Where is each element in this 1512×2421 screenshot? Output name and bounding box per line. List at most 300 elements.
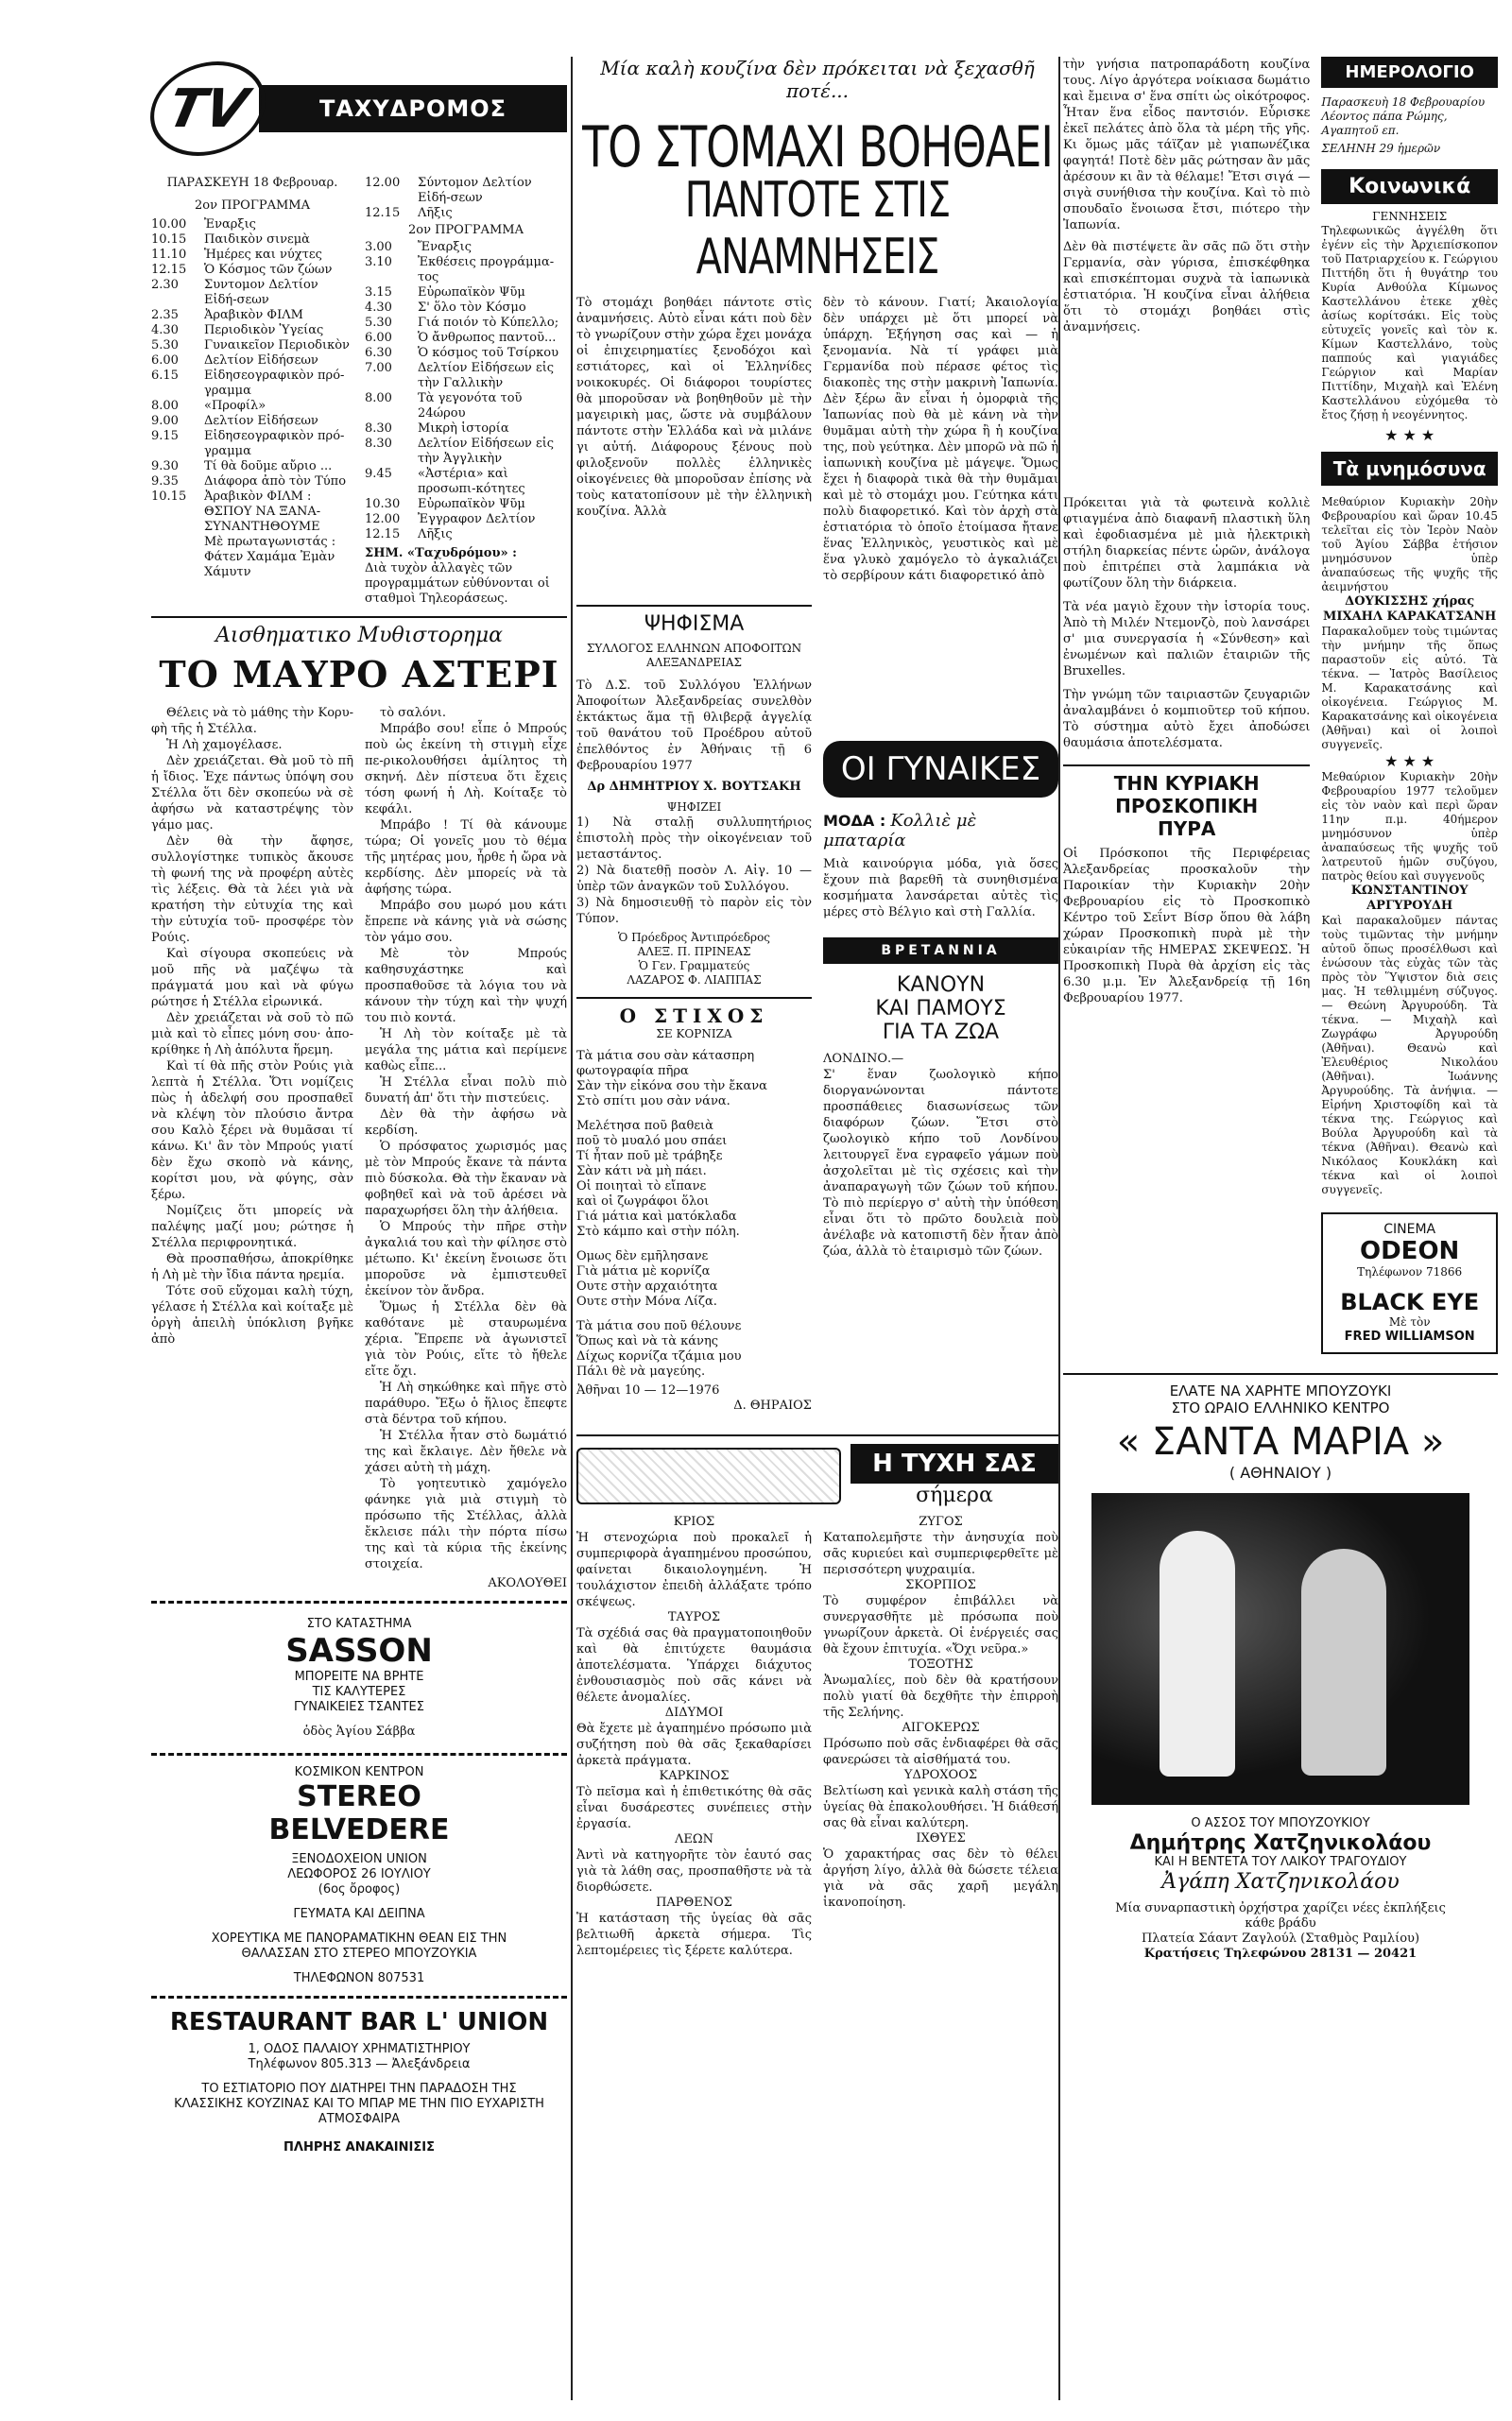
poem-line: ποῦ τὸ μυαλό μου σπάει xyxy=(576,1134,728,1148)
belvedere-line: ΞΕΝΟΔΟΧΕΙΟΝ UNION xyxy=(291,1852,427,1866)
tv-program-row xyxy=(151,369,353,399)
tv-program-row xyxy=(151,535,353,580)
horoscope-ornament-icon xyxy=(576,1448,841,1504)
story-paragraph: Νομίζεις ὅτι μπορείς νὰ παλέψης μαζί μου; ρώτησε ἡ Στέλλα περιφρονητικά. xyxy=(151,1204,353,1250)
zodiac-sign-name: ΖΥΓΟΣ xyxy=(919,1515,963,1529)
kitchen-title: ΤΟ ΣΤΟΜΑΧΙ ΒΟΗΘΑΕΙ xyxy=(582,112,1053,180)
moda-continued xyxy=(1063,495,1310,1354)
memorial-name: ΔΟΥΚΙΣΣΗΣ χήρας ΜΙΧΑΗΛ ΚΑΡΑΚΑΤΣΑΝΗ xyxy=(1323,594,1497,624)
sasson-line: ΤΙΣ ΚΑΛΥΤΕΡΕΣ xyxy=(312,1685,406,1699)
zodiac-sign-name: ΙΧΘΥΕΣ xyxy=(916,1831,966,1846)
imerologio-banner: ΗΜΕΡΟΛΟΓΙΟ xyxy=(1321,57,1498,88)
tv-program-time: 3.10 xyxy=(365,255,392,269)
imerologio-saint: Λέοντος πάπα Ρώμης, Αγαπητοῦ επ. xyxy=(1321,110,1448,137)
tv-program-time: 12.15 xyxy=(365,206,401,220)
tv-program-time: 6.30 xyxy=(365,346,392,360)
tv-program-time: 9.30 xyxy=(151,459,179,473)
tv-program-row xyxy=(365,240,567,255)
tv-program-row xyxy=(151,338,353,353)
column-rule xyxy=(571,57,573,2400)
psifisma-title: ΨΗΦΙΣΜΑ xyxy=(644,612,745,636)
story xyxy=(151,624,567,1591)
tv-program-row xyxy=(151,323,353,338)
story-paragraph: Ἡ Λὴ χαμογέλασε. xyxy=(166,738,283,752)
zodiac-sign-text: Καταπολεμῆστε τὴν ἀνησυχία ποὺ σᾶς κυριεύει καὶ συμπεριφερθεῖτε μὲ περισσότερη ψυχραιμία. xyxy=(823,1531,1058,1577)
tv-schedule xyxy=(151,176,567,607)
tv-program-time: 9.35 xyxy=(151,474,179,489)
tv-program-row xyxy=(365,467,567,497)
performer-figure-icon xyxy=(1160,1531,1235,1777)
moda-para: Μιὰ καινούργια μόδα, γιὰ ὅσες ἔχουν πιὰ βαρεθῆ τὰ συνηθισμένα κοσμήματα λανσάρεται αὐτὲς τὶς μέρες στὸ Βέλγιο καὶ στὴ Γαλλία. xyxy=(823,857,1058,919)
tv-program-row xyxy=(151,474,353,489)
story-paragraph: Ἡ Λὴ τὸν κοίταξε μὲ τὰ μεγάλα της μάτια καὶ περίμενε καθὼς εἶπε... xyxy=(365,1027,567,1073)
zodiac-sign-text: Ἀνωμαλίες, ποὺ δὲν θὰ κρατήσουν πολὺ γιατί θὰ δεχθῆτε τὴν ἐπιρροὴ τῆς Σελήνης. xyxy=(823,1674,1058,1720)
tv-program-time: 9.45 xyxy=(365,467,392,481)
poem-line: Οἱ ποιηταὶ τὸ εἴπανε xyxy=(576,1179,707,1193)
tv-program-title: 2ον ΠΡΟΓΡΑΜΜΑ xyxy=(194,198,311,213)
psifisma-poem xyxy=(576,599,812,1414)
santa-name: « ΣΑΝΤΑ ΜΑΡΙΑ » xyxy=(1116,1420,1445,1464)
zodiac-sign-name: ΤΟΞΟΤΗΣ xyxy=(908,1657,973,1672)
santa-line: ΕΛΑΤΕ ΝΑ ΧΑΡΗΤΕ ΜΠΟΥΖΟΥΚΙ xyxy=(1169,1382,1392,1399)
tv-program-show: Ἐναρξις xyxy=(204,217,256,232)
story-paragraph: Μπράβο σου! εἶπε ὁ Μπρούς ποὺ ὡς ἐκείνη τὴ στιγμὴ εἶχε πε-ρικολουθήσει ἀμίλητος τὴ σκηνή. Δὲν πίστευα ὅτι ἔχεις τόση φωνή ἡ Λὴ. Κοίταξε τὸ κεφάλι. xyxy=(365,722,567,816)
psifisma-sign: Ὁ Γεν. Γραμματεύς xyxy=(638,959,750,972)
kitchen-para: τὴν γνήσια πατροπαράδοτη κουζίνα τους. Λίγο ἀργότερα νοίκιασα δωμάτιο καὶ ἔμεινα σ' ἕνα σπίτι ὡς οἰκότροφος. Ἦταν ἕνα εἶδος παντσιόν. Εὗρισκε ἐκεῖ πελάτες ἀπὸ ὅλα τὰ μέρη τῆς γῆς. Κι ὅμως μᾶς τάϊζαν μὲ γιαπωνέζικα φαγητά! Ποτὲ δὲν μᾶς ρώτησαν ἂν μᾶς ἀρέσουν κι ἂν τὰ θέλαμε! Ἔτσι σιγά — σιγὰ συνήθισα τὴν κουζίνα. Καὶ τὸ πιὸ σπουδαῖο ἔνοιωσα ἔτσι, πιότερο τὴν Ἰαπωνία. xyxy=(1063,58,1311,232)
tv-program-time: 8.00 xyxy=(151,399,179,413)
psifisma-name: Δρ ΔΗΜΗΤΡΙΟΥ Χ. ΒΟΥΤΣΑΚΗ xyxy=(587,780,801,794)
tv-logo-mark: TV xyxy=(163,77,253,140)
tv-program-time: 4.30 xyxy=(365,300,392,315)
tv-program-show: Λῆξις xyxy=(418,527,453,541)
tv-program-row xyxy=(151,459,353,474)
memorial-para: Μεθαύριον Κυριακὴν 20ὴν Φεβρουαρίου 1977 τελοῦμεν εἰς τὸν ναὸν καὶ περὶ ὥραν 11ην π.μ. 40ήμερον μνημόσυνον ὑπὲρ ἀναπαύσεως τῆς ψυχῆς τοῦ λατρευτοῦ ἡμῶν συζύγου, πατρὸς θείου καὶ συγγενοῦς xyxy=(1321,770,1498,883)
santa-line: ΣΤΟ ΩΡΑΙΟ ΕΛΛΗΝΙΚΟ ΚΕΝΤΡΟ xyxy=(1171,1399,1390,1417)
story-kicker: Αισθηματικο Μυθιστορημα xyxy=(215,624,504,647)
story-paragraph: Δὲν χρειάζεται. Θὰ μοῦ τὸ πῆ ἡ ἴδιος. Ἐχε πάντως ὑπόψη σου Στέλλα ὅτι δὲν σκοπεύω νὰ σὲ ἀφήσω νὰ καταστρέψης τὸν γάμο μας. xyxy=(151,754,353,833)
tv-program-show: Γυναικεῖον Περιοδικὸν xyxy=(204,338,350,352)
story-paragraph: Θὰ προσπαθήσω, ἀποκρίθηκε ἡ Λὴ μὲ τὴν ἴδια πάντα ηρεμία. xyxy=(151,1252,353,1282)
story-paragraph: Μὲ τὸν Μπρούς καθησυχάστηκε καὶ προσπαθοῦσε τὰ λόγια του νὰ κάνουν τὴν τύχη καὶ τὴν ψυχή του πιὸ κοντά. xyxy=(365,947,567,1025)
belvedere-ad xyxy=(151,1765,567,1986)
story-paragraph: τὸ σαλόνι. xyxy=(380,706,447,720)
zodiac-sign-name: ΤΑΥΡΟΣ xyxy=(667,1610,721,1624)
santa-photo xyxy=(1091,1493,1469,1805)
tv-program-row xyxy=(151,429,353,459)
zodiac-sign-name: ΣΚΟΡΠΙΟΣ xyxy=(905,1578,976,1592)
column-rule xyxy=(1058,57,1060,2400)
belvedere-line: ΓΕΥΜΑΤΑ ΚΑΙ ΔΕΙΠΝΑ xyxy=(293,1907,425,1921)
tv-program-row xyxy=(365,285,567,300)
story-title: ΤΟ ΜΑΥΡΟ ΑΣΤΕΡΙ xyxy=(159,653,559,695)
scouts-title: ΠΡΟΣΚΟΠΙΚΗ xyxy=(1115,795,1259,817)
belvedere-phone: ΤΗΛΕΦΩΝΟΝ 807531 xyxy=(293,1971,425,1985)
tv-program-row xyxy=(365,176,567,206)
tv-program-show: Μικρὴ ἱστορία xyxy=(418,421,509,436)
imerologio-moon: ΣΕΛΗΝΗ 29 ἡμερῶν xyxy=(1321,142,1441,155)
women-banner: ΟΙ ΓΥΝΑΙΚΕΣ xyxy=(823,741,1058,798)
union-ad xyxy=(151,2008,567,2155)
psifisma-sign: ΛΑΖΑΡΟΣ Φ. ΛΙΑΠΠΑΣ xyxy=(627,973,762,987)
santa-phone: Κρατήσεις Τηλεφώνου 28131 — 20421 xyxy=(1143,1947,1418,1961)
story-paragraph: Δὲν θὰ τὴν ἄφησε, συλλογίστηκε τυπικὸς ἄκουσε τὴ φωνή της νὰ προφέρη αὐτὲς τὶς λέξεις. Θὰ τὰ λέει γιὰ νὰ κρατήση τὴν εὐτυχία της καὶ τὴν εὐτυχία τοῦ- προσφέρε τὸν Ρούις. xyxy=(151,834,353,945)
tv-program-show: Δελτίον Εἰδήσεων εἰς τὴν Γαλλικὴν xyxy=(418,361,555,390)
tv-program-time: 10.00 xyxy=(151,217,187,232)
poem-title: Ο ΣΤΙΧΟΣ xyxy=(619,1004,769,1027)
tv-program-title: 2ον ΠΡΟΓΡΑΜΜΑ xyxy=(407,223,524,237)
poem-line: φωτογραφία πῆρα xyxy=(576,1064,689,1078)
zodiac-sign-name: ΛΕΩΝ xyxy=(674,1832,714,1846)
psifisma-point: 2) Νὰ διατεθῇ ποσὸν Λ. Αἰγ. 10 — ὑπὲρ τῶν ἀναγκῶν τοῦ Συλλόγου. xyxy=(576,864,812,894)
tv-program-show: Σ' ὅλο τὸν Κόσμο xyxy=(418,300,526,315)
zodiac-sign-text: Πρόσωπο ποὺ σᾶς ἐνδιαφέρει θὰ σᾶς φανερώσει τὰ αἰσθήματά του. xyxy=(823,1737,1058,1767)
tv-program-show: Μὲ πρωταγωνιστάς : Φάτεν Χαμάμα Ἐμὰν Χάμυτν xyxy=(204,535,336,579)
tv-program-time: 5.30 xyxy=(151,338,179,352)
performer-figure-icon xyxy=(1301,1549,1386,1776)
tv-note-text: Διὰ τυχὸν ἀλλαγὲς τῶν προγραμμάτων εὐθύνονται οἱ σταθμοὶ Τηλεοράσεως. xyxy=(365,561,550,606)
poem-line: Στὸ σπίτι μου σὰν νάνα. xyxy=(576,1094,730,1108)
tv-program-time: 3.15 xyxy=(365,285,392,300)
story-paragraph: Καὶ σίγουρα σκοπεύεις νὰ μοῦ πῆς νὰ μαζέψω τὰ πράγματά μου καὶ νὰ φύγω ρώτησε ἡ Στέλλα εἰρωνικά. xyxy=(151,947,353,1009)
moda-title: Κολλιὲ μὲ μπαταρία xyxy=(823,811,977,850)
zoo-title: ΓΙΑ ΤΑ ΖΩΑ xyxy=(882,1021,1000,1044)
tv-program-time: 11.10 xyxy=(151,248,187,262)
poem-line: Ομως δὲν εμῆλησανε xyxy=(576,1249,709,1263)
tv-program-show: «Ἀστέρια» καὶ προσωπι-κότητες xyxy=(418,467,525,496)
tv-program-show: Εὐρωπαϊκὸν Ψῦμ xyxy=(418,285,525,300)
zodiac-sign-name: ΥΔΡΟΧΟΟΣ xyxy=(903,1768,978,1782)
cinema-ad xyxy=(1321,1212,1498,1354)
poem-line: Πάλι θὲ νὰ μαγεύης. xyxy=(576,1365,706,1379)
moda-para: Τὰ νέα μαγιὸ ἔχουν τὴν ἱστορία τους. Ἀπὸ τὴ Μιλέν Ντεμονζὸ, ποὺ λανσάρει σ' μια συνεργασία ἡ «Σύνθεση» καὶ ἐνωμένων καὶ παλιῶν ἐταιριῶν τῆς Bruxelles. xyxy=(1063,600,1311,678)
cinema-phone: Τηλέφωνον 71866 xyxy=(1357,1265,1463,1279)
belvedere-line: (6ος ὄροφος) xyxy=(318,1882,401,1897)
sasson-name: SASSON xyxy=(285,1632,433,1670)
left-column xyxy=(151,57,567,2155)
moda-para: Πρόκειται γιὰ τὰ φωτεινὰ κολλιὲ φτιαγμένα ἀπὸ διαφανῆ πλαστικὴ ὕλη καὶ ἐφοδιασμένα μὲ μιὰ ἠλεκτρικὴ στήλη διαρκείας πέντε ὡρῶν, ἀνάλογα ποὺ ἐπιτρέπει στὰ λαμπάκια νὰ φωτίζουν ὅλη τὴν διάρκεια. xyxy=(1063,496,1311,591)
tv-schedule-left xyxy=(151,176,353,607)
tv-program-time: 9.00 xyxy=(151,414,179,428)
tv-program-time: 6.00 xyxy=(151,353,179,368)
imerologio: ΗΜΕΡΟΛΟΓΙΟ Παρασκευὴ 18 Φεβρουαρίου Λέοντος πάπα Ρώμης, Αγαπητοῦ επ. ΣΕΛΗΝΗ 29 ἡμερῶν Κοινωνικά ΓΕΝΝΗΣΕΙΣ Τηλεφωνικῶς ἀγγέλθη ὅτι ἐγένν εἰς τὴν Ἀρχιεπίσκοπον τοῦ Πατριαρχείου κ. Γεώργιου Πιττήδη ὅτι ἡ θυγάτηρ του Κυρία Ανθούλα Κίμωνος Καστελλάνου ἐτεκε χθὲς ἀσίως κορίτσάκι. Εἰς τοὺς εὐτυχεῖς γονεῖς καὶ τὸν κ. Κίμων Καστελλάνο, τοὺς παππούς καὶ γιαγιάδες Γεώργιον καὶ Μαρίαν Πιττίδην, Μιχαὴλ καὶ Ἐλένη Καστελλάνου εὐχόμεθα τὸ ἔτος ζήσῃ ἡ νεογέννητος. ★ ★ ★ Τὰ μνημόσυνα xyxy=(1321,57,1498,486)
cinema-name: ODEON xyxy=(1360,1237,1460,1265)
belvedere-line: ΛΕΩΦΟΡΟΣ 26 ΙΟΥΛΙΟΥ xyxy=(287,1867,431,1881)
tv-program-show: Ἐκθέσεις προγράμμα-τος xyxy=(418,255,555,284)
tv-program-row xyxy=(151,399,353,414)
imerologio-date: Παρασκευὴ 18 Φεβρουαρίου xyxy=(1321,95,1486,109)
santa-line: ΚΑΙ Η ΒΕΝΤΕΤΑ ΤΟΥ ΛΑΙΚΟΥ ΤΡΑΓΟΥΔΙΟΥ xyxy=(1154,1855,1407,1869)
tv-program-row xyxy=(151,232,353,248)
psifisma-sign: ΑΛΕΞ. Π. ΠΡΙΝΕΑΣ xyxy=(637,945,751,958)
memorial-para: Μεθαύριον Κυριακὴν 20ὴν Φεβρουαρίου καὶ ὥραν 10.45 τελεῖται εἰς τὸν Ἱερὸν Ναὸν τοῦ Ἁγίου Σάββα ἐτήσιον μνημόσυνον ὑπὲρ ἀναπαύσεως τῆς ψυχῆς τῆς ἀειμνήστου xyxy=(1321,495,1498,593)
poem-line: Γιὰ μάτια μὲ κορνίζα xyxy=(576,1264,711,1279)
zodiac-sign-text: Ἡ κατάσταση τῆς ὑγείας θὰ σᾶς βελτιωθῆ ἀρκετὰ σήμερα. Τὶς λεπτομέρειες τὶς ξέρετε καλύτερα. xyxy=(576,1912,812,1958)
poem-line: καὶ οἱ ζωγράφοι ὅλοι xyxy=(576,1194,710,1209)
memorials-banner: Τὰ μνημόσυνα xyxy=(1321,452,1498,486)
tv-program-time: 2.35 xyxy=(151,308,179,322)
tv-program-time: 6.00 xyxy=(365,331,392,345)
tv-program-time: 6.15 xyxy=(151,369,179,383)
kitchen-para: Δὲν θὰ πιστέψετε ἂν σᾶς πῶ ὅτι στὴν Γερμανία, σὰν γύρισα, ἐπισκέφθηκα καὶ επισκέπτομαι συχνὰ τὰ ἰαπωνικὰ ἑστιατόρια. Ἡ κουζίνα εἶναι ἀλήθεια ὅτι τὸ στομάχι βοηθάει στὶς ἀναμνήσεις. xyxy=(1063,240,1311,335)
poem-line: Τὰ μάτια σου σὰν κάτασπρη xyxy=(576,1049,755,1063)
poem-line: Τὰ μάτια σου ποῦ θέλουνε xyxy=(576,1319,742,1333)
memorial-para: Παρακαλοῦμεν τοὺς τιμώντας τὴν μνήμην τῆς ὅπως παραστοῦν εἰς αὐτό. Τὰ τέκνα. — Ἰατρὸς Βασίλειος Μ. Καρακατσάνης καὶ οἰκογένεια. Γεώργιος Μ. Καρακατσάνης καὶ οἰκογένεια (Ἀθῆναι) καὶ οἱ λοιποὶ συγγενεῖς. xyxy=(1321,625,1498,751)
zodiac-sign-text: Θὰ ἔχετε μὲ ἀγαπημένο πρόσωπο μιὰ συζήτηση ποὺ θὰ σᾶς ξεκαθαρίσει ἀρκετὰ πράγματα. xyxy=(576,1722,812,1768)
psifisma-org: ΣΥΛΛΟΓΟΣ ΕΛΛΗΝΩΝ ΑΠΟΦΟΙΤΩΝ ΑΛΕΞΑΝΔΡΕΙΑΣ xyxy=(586,642,802,669)
poem-author: Δ. ΘΗΡΑΙΟΣ xyxy=(733,1399,812,1413)
tv-program-time: 8.00 xyxy=(365,391,392,405)
sasson-line: ΜΠΟΡΕΙΤΕ ΝΑ ΒΡΗΤΕ xyxy=(294,1670,424,1684)
story-paragraph: Τότε σοῦ εὔχομαι καλὴ τύχη, γέλασε ἡ Στέλλα καὶ κοίταξε μὲ ὀργὴ ἀπειλὴ ὑπόκλιση βγῆκε ἀπὸ xyxy=(151,1284,353,1347)
tv-program-show: Ὁ κόσμος τοῦ Τσίρκου xyxy=(418,346,559,360)
tv-program-show: Παιδικὸν σινεμὰ xyxy=(204,232,310,247)
poem-line: Μελέτησα ποῦ βαθειὰ xyxy=(576,1119,713,1133)
sasson-address: ὁδὸς Ἁγίου Σάββα xyxy=(302,1725,416,1739)
sasson-top: ΣΤΟ ΚΑΤΑΣΤΗΜΑ xyxy=(306,1617,412,1631)
poem-line: Ουτε στὴν Μόνα Λίζα. xyxy=(576,1295,717,1309)
births-body: Τηλεφωνικῶς ἀγγέλθη ὅτι ἐγένν εἰς τὴν Ἀρχιεπίσκοπον τοῦ Πατριαρχείου κ. Γεώργιου Πιττήδη ὅτι ἡ θυγάτηρ του Κυρία Ανθούλα Κίμωνος Καστελλάνου ἐτεκε χθὲς ἀσίως κορίτσάκι. Εἰς τοὺς εὐτυχεῖς γονεῖς καὶ τὸν κ. Κίμων Καστελλάνο, τοὺς παππούς καὶ γιαγιάδες Γεώργιον καὶ Μαρίαν Πιττίδην, Μιχαὴλ καὶ Ἐλένη Καστελλάνου εὐχόμεθα τὸ ἔτος ζήσῃ ἡ νεογέννητος. xyxy=(1321,224,1498,421)
poem-line: Στὸ κάμπο καὶ στὴν πόλη. xyxy=(576,1225,740,1239)
horoscope-title: Η ΤΥΧΗ ΣΑΣ xyxy=(850,1444,1058,1484)
story-paragraph: Ὅμως ἡ Στέλλα δὲν θὰ καθότανε μὲ σταυρωμένα χέρια. Ἔπρεπε νὰ ἀγωνιστεῖ γιὰ τὸν Ρούις, εἴτε τὸ ἤθελε εἴτε ὄχι. xyxy=(365,1300,567,1379)
story-paragraph: Ἡ Λὴ σηκώθηκε καὶ πῆγε στὸ παράθυρο. Ἔξω ὁ ἥλιος ἔπεφτε στὰ δέντρα τοῦ κήπου. xyxy=(365,1381,567,1427)
kitchen-body xyxy=(576,295,1058,584)
horoscope-sub: σήμερα xyxy=(916,1484,993,1507)
tv-program-row xyxy=(365,206,567,221)
tv-program-time: 5.30 xyxy=(365,316,392,330)
zodiac-sign-text: Βελτίωση καὶ γενικὰ καλὴ στάση τῆς ὑγείας θὰ ἐπακολουθήσει. Ἡ διάθεσή σας θὰ εἶναι καλύτερη. xyxy=(823,1784,1058,1830)
tv-program-time: 4.30 xyxy=(151,323,179,337)
memorials: Μεθαύριον Κυριακὴν 20ὴν Φεβρουαρίου καὶ ὥραν 10.45 τελεῖται εἰς τὸν Ἱερὸν Ναὸν τοῦ Ἁγίου Σάββα ἐτήσιον μνημόσυνον ὑπὲρ ἀναπαύσεως τῆς ψυχῆς τῆς ἀειμνήστου ΔΟΥΚΙΣΣΗΣ χήρας ΜΙΧΑΗΛ ΚΑΡΑΚΑΤΣΑΝΗ Παρακαλοῦμεν τοὺς τιμώντας τὴν μνήμην τῆς ὅπως παραστοῦν εἰς αὐτό. Τὰ τέκνα. — Ἰατρὸς Βασίλειος Μ. Καρακατσάνης καὶ οἰκογένεια. Γεώργιος Μ. Καρακατσάνης καὶ οἰκογένεια (Ἀθῆναι) καὶ οἱ λοιποὶ συγγενεῖς. ★ ★ ★ Μεθαύριον Κυριακὴν 20ὴν Φεβρουαρίου 1977 τελοῦμεν εἰς τὸν ναὸν καὶ περὶ ὥραν 11ην π.μ. 40ήμερον μνημόσυνον ὑπὲρ ἀναπαύσεως τῆς ψυχῆς τοῦ λατρευτοῦ ἡμῶν συζύγου, πατρὸς θείου καὶ συγγενοῦς ΚΩΝΣΤΑΝΤΙΝΟΥ ΑΡΓΥΡΟΥΔΗ Καὶ παρακαλοῦμεν πάντας τοὺς τιμῶντας τὴν μνήμην αὐτοῦ ὅπως προσέλθωσι καὶ ἑνώσουν τὰς εὐχὰς τῶν τὰς πρὸς τὸν Ὕψιστον διὰ σεις μας. Ἡ τεθλιμμένη σύζυγος. — Θεώνη Ἀργυρούδη. Τὰ τέκνα. — Μιχαὴλ καὶ Ζωγράφω Ἀργυρούδη (Ἀθῆναι). Θεανὼ καὶ Ἐλευθέριος Νικολάου (Ἀθῆναι). Ἰωάννης Ἀργυρούδης. Τὰ ἀνήψια. — Εἰρήνη Χριστοφίδη καὶ τὰ τέκνα της. Γεώργιος καὶ Βούλα Ἀργυρούδη καὶ τὰ τέκνα (Ἀθῆναι). Θεανὼ καὶ Νικόλαος Κουκλάκη καὶ τέκνα καὶ οἱ λοιποὶ συγγενεῖς. CINEMA ODEON Τηλέφωνον 71866 BLACK EYE Μὲ τὸν FRED WILLIAMSON xyxy=(1321,495,1498,1354)
tv-program-time: 12.00 xyxy=(365,176,401,190)
tv-program-row xyxy=(365,527,567,542)
psifisma-body: Τὸ Δ.Σ. τοῦ Συλλόγου Ἑλλήνων Ἀποφοίτων Ἀλεξανδρείας συνελθὸν ἐκτάκτως ἅμα τῇ θλιβερᾷ ἀγγελίᾳ τοῦ θανάτου τοῦ Προέδρου αὐτοῦ ἐπελθόντος ἐν Ἀθήναις τῇ 6 Φεβρουαρίου 1977 xyxy=(576,678,812,773)
memorial-name: ΚΩΝΣΤΑΝΤΙΝΟΥ ΑΡΓΥΡΟΥΔΗ xyxy=(1350,884,1469,913)
tv-program-show: Διάφορα ἀπὸ τὸν Τύπο xyxy=(204,474,347,489)
tv-program-show: Ἡμέρες και νύχτες xyxy=(204,248,322,262)
tv-program-row xyxy=(151,278,353,308)
tv-program-show: Ἔναρξις xyxy=(418,240,472,254)
santa-singer: Ἀγάπη Χατζηνικολάου xyxy=(1161,1870,1400,1894)
tv-program-time xyxy=(151,535,204,580)
zodiac-sign-text: Τὰ σχέδιά σας θὰ πραγματοποιηθοῦν καὶ θὰ ἐπιτύχετε θαυμάσια ἀποτελέσματα. Ὑπάρχει διάχυτος ἐνθουσιασμὸς ποὺ σᾶς κάνει νὰ θέλετε ἀνομαλίες. xyxy=(576,1626,812,1705)
story-paragraph: Μπράβο ! Τί θὰ κάνουμε τώρα; Οἱ γονεῖς μου τὸ θέμα τῆς μητέρας μου, ἦρθε ἡ ὥρα νὰ κερδίσης. Δὲν μπορείς νὰ τὰ ἀφήσης τώρα. xyxy=(365,818,567,897)
scouts-body: Οἱ Πρόσκοποι τῆς Περιφέρειας Ἀλεξανδρείας προσκαλοῦν τὴν Παροικίαν τὴν Κυριακὴν 20ὴν Φεβρουαρίου εἰς τὸ Προσκοπικὸ Κέντρο τοῦ Σεΐντ Βίσρ ὅπου θὰ λάβη χώραν Προσκοπικὴ πυρὰ μὲ τὴν εὐκαιρίαν τῆς ΗΜΕΡΑΣ ΣΚΕΨΕΩΣ. Ἡ Προσκοπικὴ Πυρὰ θὰ ἀρχίση εἰς τὰς 6.30 μ.μ. Ἐν Ἀλεξανδρείᾳ τῇ 16η Φεβρουαρίου 1977. xyxy=(1063,847,1311,1005)
story-paragraph: Ἡ Στέλλα ἦταν στὸ δωμάτιό της καὶ ἔκλαιγε. Δὲν ἤθελε νὰ χάσει αὐτὴ τὴ μάχη. xyxy=(365,1429,567,1475)
tv-program-row xyxy=(365,316,567,331)
santa-artist: Δημήτρης Χατζηνικολάου xyxy=(1129,1831,1432,1855)
zodiac-sign-text: Τὸ συμφέρον ἐπιβάλλει νὰ συνεργασθῆτε μὲ πρόσωπα ποὺ γνωρίζουν ἀρκετὰ. Οἱ ἐνέργειές σας θὰ ἔχουν ἐπιτυχία. «Ὄχι νεῦρα.» xyxy=(823,1594,1058,1657)
union-name: RESTAURANT BAR L' UNION xyxy=(169,2008,549,2036)
union-line: ΠΛΗΡΗΣ ΑΝΑΚΑΙΝΙΣΙΣ xyxy=(284,2140,435,2155)
tv-program-row xyxy=(365,255,567,285)
births-title: ΓΕΝΝΗΣΕΙΣ xyxy=(1372,210,1448,223)
zodiac-sign-text: Ὁ χαρακτήρας σας δὲν τὸ θέλει ἀργήση λίγο, ἀλλὰ θὰ δώσετε τέλεια γιὰ νὰ σᾶς χαρῆ μεγάλη ἱκανοποίηση. xyxy=(823,1847,1058,1910)
zodiac-sign-text: Ἡ στενοχώρια ποὺ προκαλεῖ ἡ συμπεριφορὰ ἀγαπημένου προσώπου, φαίνεται δικαιολογημένη. Ἡ τουλάχιστον ἐπειδὴ ἀλλάξατε τρόπο σκέψεως. xyxy=(576,1531,812,1609)
tv-program-row xyxy=(151,489,353,535)
tv-program-time: 9.15 xyxy=(151,429,179,443)
tv-program-row xyxy=(151,217,353,232)
tv-program-time: 10.15 xyxy=(151,489,187,504)
tv-program-show: Ἀραβικὸν ΦΙΛΜ xyxy=(204,308,303,322)
santa-city: ( ΑΘΗΝΑΙΟΥ ) xyxy=(1228,1464,1332,1482)
santa-line: Πλατεία Σάαντ Ζαγλούλ (Σταθμὸς Ραμλίου) xyxy=(1141,1932,1420,1946)
tv-program-show: Περιοδικὸν Ὑγείας xyxy=(204,323,324,337)
psifisma-point: 3) Νὰ δημοσιευθῇ τὸ παρὸν εἰς τὸν Τύπον. xyxy=(576,896,812,926)
kitchen-para: Τὸ στομάχι βοηθάει πάντοτε στὶς ἀναμνήσεις. Αὐτὸ εἶναι κάτι ποὺ δὲν τὸ γνωρίζουν στὴν χώρα ἔχει μονάχα οἱ ἐπιχειρηματίες ξενοδόχοι καὶ εστιάτορες, καὶ οἱ Ἑλληνίδες νοικοκυρές. Οἱ διάφοροι τουρίστες θὰ μποροῦσαν νὰ βοηθηθοῦν μὲ τὴν μαγειρικὴ μας, ὥστε νὰ συμβάλουν πάντοτε στὴν Ἑλλάδα καὶ νὰ μιλάνε γι αὐτή. Διάφορους ξένους ποὺ φιλοξενοῦν πολλὲς ἑλληνικὲς οἰκογένειες θὰ μποροῦσαν ἐπίσης νὰ τοὺς κατατοπίσουν μὲ τὴν ἑλληνικὴ κουζίνα. Ἀλλὰ xyxy=(576,296,812,519)
belvedere-name: BELVEDERE xyxy=(268,1813,450,1846)
story-paragraph: Ὁ πρόσφατος χωρισμός μας μὲ τὸν Μπρούς ἔκανε τὰ πάντα πιὸ δύσκολα. Θὰ τὴν ἔκαναν νὰ φοβηθεῖ καὶ νὰ τοῦ ἀρέσει νὰ παραχωρήσει ὅλη τὴν ἀλήθεια. xyxy=(365,1140,567,1218)
psifisma-sign: Ὁ Πρόεδρος Ἀντιπρόεδρος xyxy=(617,931,771,944)
tv-program-time: 10.15 xyxy=(151,232,187,247)
tv-program-show: Τὰ γεγονότα τοῦ 24ώρου xyxy=(418,391,523,421)
tv-logo xyxy=(151,57,567,161)
tv-program-show: Ἀραβικὸν ΦΙΛΜ : ΘΣΠΟΥ ΝΑ ΞΑΝΑ-ΣΥΝΑΝΤΗΘΟΥΜΕ xyxy=(204,489,321,534)
tv-program-row xyxy=(151,414,353,429)
poem-date: Ἀθῆναι 10 — 12—1976 xyxy=(576,1383,720,1398)
zoo-dateline: ΛΟΝΔΙΝΟ.— xyxy=(823,1052,904,1066)
poem-line: Ουτε στὴν αρχαιότητα xyxy=(576,1279,718,1294)
belvedere-top: ΚΟΣΜΙΚΟΝ ΚΕΝΤΡΟΝ xyxy=(294,1765,424,1779)
tv-program-show: Λῆξις xyxy=(418,206,453,220)
tv-program-show: Εἰδησεογραφικὸν πρό-γραμμα xyxy=(204,429,345,458)
kitchen-title: ΠΑΝΤΟΤΕ ΣΤΙΣ ΑΝΑΜΝΗΣΕΙΣ xyxy=(684,172,951,285)
tv-program-time: 10.30 xyxy=(365,497,401,511)
tv-program-show: Ἐγγραφον Δελτίον xyxy=(418,512,536,526)
women-section xyxy=(823,599,1058,1414)
tv-logo-sub: ΤΑΧΥΔΡΟΜΟΣ xyxy=(318,95,507,122)
belvedere-line: ΧΟΡΕΥΤΙΚΑ ΜΕ ΠΑΝΟΡΑΜΑΤΙΚΗΝ ΘΕΑΝ ΕΙΣ ΤΗΝ ΘΑΛΑΣΣΑΝ ΣΤΟ ΣΤΕΡΕΟ ΜΠΟΥΖΟΥΚΙΑ xyxy=(211,1932,507,1961)
poem-line: Τί ἦταν ποῦ μὲ τράβηξε xyxy=(576,1149,723,1163)
tv-program-time: 12.00 xyxy=(365,512,401,526)
tv-program-time: 12.15 xyxy=(151,263,187,277)
zodiac-sign-name: ΔΙΔΥΜΟΙ xyxy=(664,1706,724,1720)
poem-line: Δίχως κορνίζα τζάμια μου xyxy=(576,1349,742,1364)
santa-line: Μία συναρπαστικὴ ὀρχήστρα χαρίζει νέες ἐκπλήξεις κάθε βράδυ xyxy=(1115,1901,1446,1931)
story-paragraph: Καὶ τί θὰ πῆς στὸν Ρούις γιὰ λεπτὰ ἡ Στέλλα. Ὅτι νομίζεις πὼς ἡ ἀδελφή σου προσπαθεῖ νὰ κλέψη τὸν πλούσιο ἄντρα σου Καλὸ ξέρει νὰ θυμᾶσαι τί κάνω. Κι' ἂν τὸν Μπρούς γιατί δὲν ἔχω σκοπὸ νὰ κάνης, κορίτσι μου, νὰ φύγης, σὰν ξέρω. xyxy=(151,1059,353,1202)
poem-line: Ὅπως καὶ νὰ τὰ κάνης xyxy=(576,1334,719,1348)
story-paragraph: Θέλεις νὰ τὸ μάθης τὴν Κορυ-φὴ τῆς ἡ Στέλλα. xyxy=(151,706,353,736)
kitchen-kicker: Μία καλὴ κουζίνα δὲν πρόκειται νὰ ξεχασθῆ ποτέ... xyxy=(600,57,1035,102)
zoo-title: ΚΑΝΟΥΝ xyxy=(896,973,986,997)
horoscope xyxy=(576,1434,1058,1959)
tv-program-time: 2.30 xyxy=(151,278,179,292)
belvedere-stereo: STEREO xyxy=(297,1780,421,1813)
tv-program-show: Συντομον Δελτίον Εἰδή-σεων xyxy=(204,278,318,307)
cinema-top: CINEMA xyxy=(1383,1222,1436,1237)
tv-program-show: Δελτίον Εἰδήσεων xyxy=(204,353,318,368)
middle-column xyxy=(576,57,1058,1959)
tv-program-show: Εἰδησεογραφικὸν πρό-γραμμα xyxy=(204,369,345,398)
tv-program-row xyxy=(365,421,567,437)
tv-note-title: ΣΗΜ. «Ταχυδρόμου» : xyxy=(365,546,517,560)
zodiac-sign-name: ΚΡΙΟΣ xyxy=(673,1515,715,1529)
santa-line: Ο ΑΣΣΟΣ ΤΟΥ ΜΠΟΥΖΟΥΚΙΟΥ xyxy=(1191,1816,1370,1830)
cinema-with: Μὲ τὸν xyxy=(1388,1315,1431,1329)
tv-program-row xyxy=(365,512,567,527)
britannia-banner: ΒΡΕΤΑΝΝΙΑ xyxy=(823,937,1058,964)
zodiac-sign-name: ΚΑΡΚΙΝΟΣ xyxy=(659,1769,730,1783)
sasson-line: ΓΥΝΑΙΚΕΙΕΣ ΤΣΑΝΤΕΣ xyxy=(294,1700,424,1714)
tv-schedule-right xyxy=(365,176,567,607)
tv-program-time: 8.30 xyxy=(365,437,392,451)
story-paragraph: Τὸ γοητευτικὸ χαμόγελο φάνηκε γιὰ μιὰ στιγμὴ τὸ πρόσωπο τῆς Στέλλας, ἀλλὰ ἔκλεισε πάλι τὴν πόρτα πίσω της καὶ τὰ κύρια τῆς ἐκείνης στοιχεία. xyxy=(365,1477,567,1571)
poem-line: Γιά μάτια καὶ ματόκλαδα xyxy=(576,1210,737,1224)
scouts-title: ΠΥΡΑ xyxy=(1157,817,1216,840)
union-line: Τηλέφωνον 805.313 — Ἀλεξάνδρεια xyxy=(248,2057,471,2071)
tv-program-time: 7.00 xyxy=(365,361,392,375)
right-column xyxy=(1063,57,1498,1962)
cinema-star: FRED WILLIAMSON xyxy=(1344,1330,1475,1344)
tv-program-row xyxy=(151,263,353,278)
poem-line: Σὰν τὴν εἰκόνα σου τὴν ἔκανα xyxy=(576,1079,767,1093)
poem-line xyxy=(576,1310,812,1319)
tv-program-row xyxy=(365,437,567,467)
kitchen-para: δὲν τὸ κάνουν. Γιατί; Ἀκαιολογία δὲν υπάρχει μὲ ὅτι μπορεί νὰ ὑπάρχη. Ἐξήγηση σας καὶ — ἡ ξενομανία. Νὰ τί γράφει μιὰ Γερμανίδα ποὺ πέρασε φέτος τὶς διακοπὲς της στὴν μακρινὴ Ἰαπωνία. Δὲν ξέρω ἂν εἶναι ἡ ὀμορφιὰ τῆς Ἰαπωνίας ποὺ θὰ μὲ κάνη νὰ τὴν θυμᾶμαι αὐτὴ τὴν χώρα ἢ ἡ κουζίνα της, ποὺ γεύτηκα. Δὲν μπορῶ νὰ πῶ ἡ ἰαπωνικὴ κουζίνα μὲ μάγεψε. Ὅμως ἔχει ἡ διαφορὰ τικὰ θὰ τὴν θυμᾶμαι καὶ μὲ τὸ στομάχι μου. Γεύτηκα κάτι πολὺ διαφορετικό. Καὶ τὸν ἀρχὴ στὰ ἑστιατόρια τὸ ὁποῖο ἑτοίμασα ἤτανε ἕνας Ἑλληνικὸς, γευστικὸς καὶ μὲ ἕνα γλυκὸ χαμόγελο τὸ ἀγκαλιάζει τὸ σερβίρουν κάτι διαφορετικό ἀπὸ xyxy=(823,296,1058,583)
poem-line xyxy=(576,1109,812,1119)
tv-program-show: Δελτίον Εἰδήσεων εἰς τὴν Ἀγγλικὴν xyxy=(418,437,555,466)
tv-program-show: Γιά ποιόν τὸ Κύπελλο; xyxy=(418,316,559,330)
tv-program-row xyxy=(151,353,353,369)
tv-program-show: Ὁ ἄνθρωπος παντοῦ... xyxy=(418,331,557,345)
tv-program-row xyxy=(151,248,353,263)
koinonika-banner: Κοινωνικά xyxy=(1321,169,1498,204)
santa-maria-ad xyxy=(1063,1373,1498,1962)
tv-program-show: Σύντομον Δελτίον Εἰδή-σεων xyxy=(418,176,532,205)
zoo-para: Τὴν γνώμη τῶν ταιριαστῶν ζευγαριῶν ἀναλαμβάνει ὁ κομπιοῦτερ τοῦ κήπου. Τὸ σύστημα αὐτὸ ἔχει ἀποδώσει θαυμάσια ἀποτελέσματα. xyxy=(1063,688,1311,750)
zoo-title: ΚΑΙ ΠΑΜΟΥΣ xyxy=(875,997,1006,1021)
tv-program-row xyxy=(365,391,567,421)
tv-date: ΠΑΡΑΣΚΕΥΗ 18 Φεβρουαρ. xyxy=(166,176,338,190)
sasson-ad xyxy=(151,1613,567,1743)
story-continues: ΑΚΟΛΟΥΘΕΙ xyxy=(488,1576,567,1590)
story-paragraph: Ὁ Μπρούς τὴν πῆρε στὴν ἀγκαλιά του καὶ τὴν φίλησε στὸ μέτωπο. Κι' ἐκείνη ἔνοιωσε ὅτι μποροῦσε νὰ ἐμπιστευθεῖ ἐκείνον τὸν ἄνδρα. xyxy=(365,1220,567,1298)
middle-lower xyxy=(576,599,1058,1414)
tv-program-time: 3.00 xyxy=(365,240,392,254)
zodiac-sign-name: ΠΑΡΘΕΝΟΣ xyxy=(656,1896,732,1910)
kitchen-continued xyxy=(1063,57,1310,486)
tv-program-row xyxy=(365,497,567,512)
story-paragraph: Μπράβο σου μωρό μου κάτι ἔπρεπε νὰ κάνης γιὰ νὰ σώσης τὸν γάμο σου. xyxy=(365,899,567,945)
tv-program-row xyxy=(365,361,567,391)
tv-program-time: 8.30 xyxy=(365,421,392,436)
poem-sub: ΣΕ ΚΟΡΝΙΖΑ xyxy=(656,1027,732,1040)
tv-program-show: Τί θὰ δοῦμε αὔριο ... xyxy=(204,459,333,473)
tv-program-row xyxy=(151,308,353,323)
cinema-film: BLACK EYE xyxy=(1340,1289,1480,1315)
tv-program-show: Εὐρωπαϊκὸν Ψῦμ xyxy=(418,497,525,511)
tv-program-row xyxy=(365,331,567,346)
zodiac-sign-name: ΑΙΓΟΚΕΡΩΣ xyxy=(902,1721,980,1735)
poem-line xyxy=(576,1240,812,1249)
zodiac-sign-text: Τὸ πεῖσμα καὶ ἡ ἐπιθετικότης θὰ σᾶς εἶναι δυσάρεστες συνέπειες στὴν ἐργασία. xyxy=(576,1785,812,1831)
psifisma-psifizei: ΨΗΦΙΖΕΙ xyxy=(666,800,722,814)
tv-program-time: 12.15 xyxy=(365,527,401,541)
tv-program-row xyxy=(365,346,567,361)
tv-program-show: «Προφίλ» xyxy=(204,399,266,413)
story-paragraph: Ἡ Στέλλα εἶναι πολὺ πιὸ δυνατή ἀπ' ὅτι τὴν πιστεύεις. xyxy=(365,1075,567,1106)
moda-label: ΜΟΔΑ : xyxy=(823,812,886,830)
tv-program-show: Δελτίον Εἰδήσεων xyxy=(204,414,318,428)
zoo-para: Σ' ἕναν ζωολογικὸ κήπο διοργανώνονται πάντοτε προσπάθειες διασωνίσεως τῶν διαφόρων ζώων. Ἔτσι στὸ ζωολογικὸ κήπο τοῦ Λονδίνου λειτουργεῖ ἕνα εγραφεῖο γάμων ποὺ ἀσχολεῖται μὲ τὶς σχέσεις καὶ τὴν ἀναπαραγωγὴ τῶν ζώων τοῦ κήπου. Τὸ πιὸ περίεργο σ' αὐτὴ τὴν ὑπόθεση εἶναι ὅτι τὸ πρῶτο δουλειὰ ποὺ ἀνέλαβε νὰ κατοπιστῆ δὲν ἦταν ἀπὸ ζώα, ἀλλὰ τὸ ἑταιρισμὸ τῶν ζώων. xyxy=(823,1068,1058,1259)
tv-program-show: Ὁ Κόσμος τῶν ζώων xyxy=(204,263,333,277)
scouts-title: ΤΗΝ ΚΥΡΙΑΚΗ xyxy=(1113,772,1260,795)
union-line: 1, ΟΔΟΣ ΠΑΛΑΙΟΥ ΧΡΗΜΑΤΙΣΤΗΡΙΟΥ xyxy=(248,2042,471,2056)
zodiac-sign-text: Ἀντὶ νὰ κατηγορῆτε τὸν ἑαυτό σας γιὰ τὰ λάθη σας, προσπαθῆστε νὰ τὰ διορθώσετε. xyxy=(576,1848,812,1895)
story-paragraph: Δὲν χρειάζεται νὰ σοῦ τὸ πῶ μιὰ καὶ τὸ εἶπες μόνη σου· ἀπο-κρίθηκε ἡ Λὴ ἀπόλυτα ἥρεμη. xyxy=(151,1011,353,1057)
story-paragraph: Δὲν θὰ τὴν ἀφήσω νὰ κερδίση. xyxy=(365,1107,567,1138)
memorial-para: Καὶ παρακαλοῦμεν πάντας τοὺς τιμῶντας τὴν μνήμην αὐτοῦ ὅπως προσέλθωσι καὶ ἑνώσουν τὰς εὐχὰς τῶν τὰς πρὸς τὸν Ὕψιστον διὰ σεις μας. Ἡ τεθλιμμένη σύζυγος. — Θεώνη Ἀργυρούδη. Τὰ τέκνα. — Μιχαὴλ καὶ Ζωγράφω Ἀργυρούδη (Ἀθῆναι). Θεανὼ καὶ Ἐλευθέριος Νικολάου (Ἀθῆναι). Ἰωάννης Ἀργυρούδης. Τὰ ἀνήψια. — Εἰρήνη Χριστοφίδη καὶ τὰ τέκνα της. Γεώργιος καὶ Βούλα Ἀργυρούδη καὶ τὰ τέκνα (Ἀθῆναι). Θεανὼ καὶ Νικόλαος Κουκλάκη καὶ τέκνα καὶ οἱ λοιποὶ συγγενεῖς. xyxy=(1321,914,1498,1196)
